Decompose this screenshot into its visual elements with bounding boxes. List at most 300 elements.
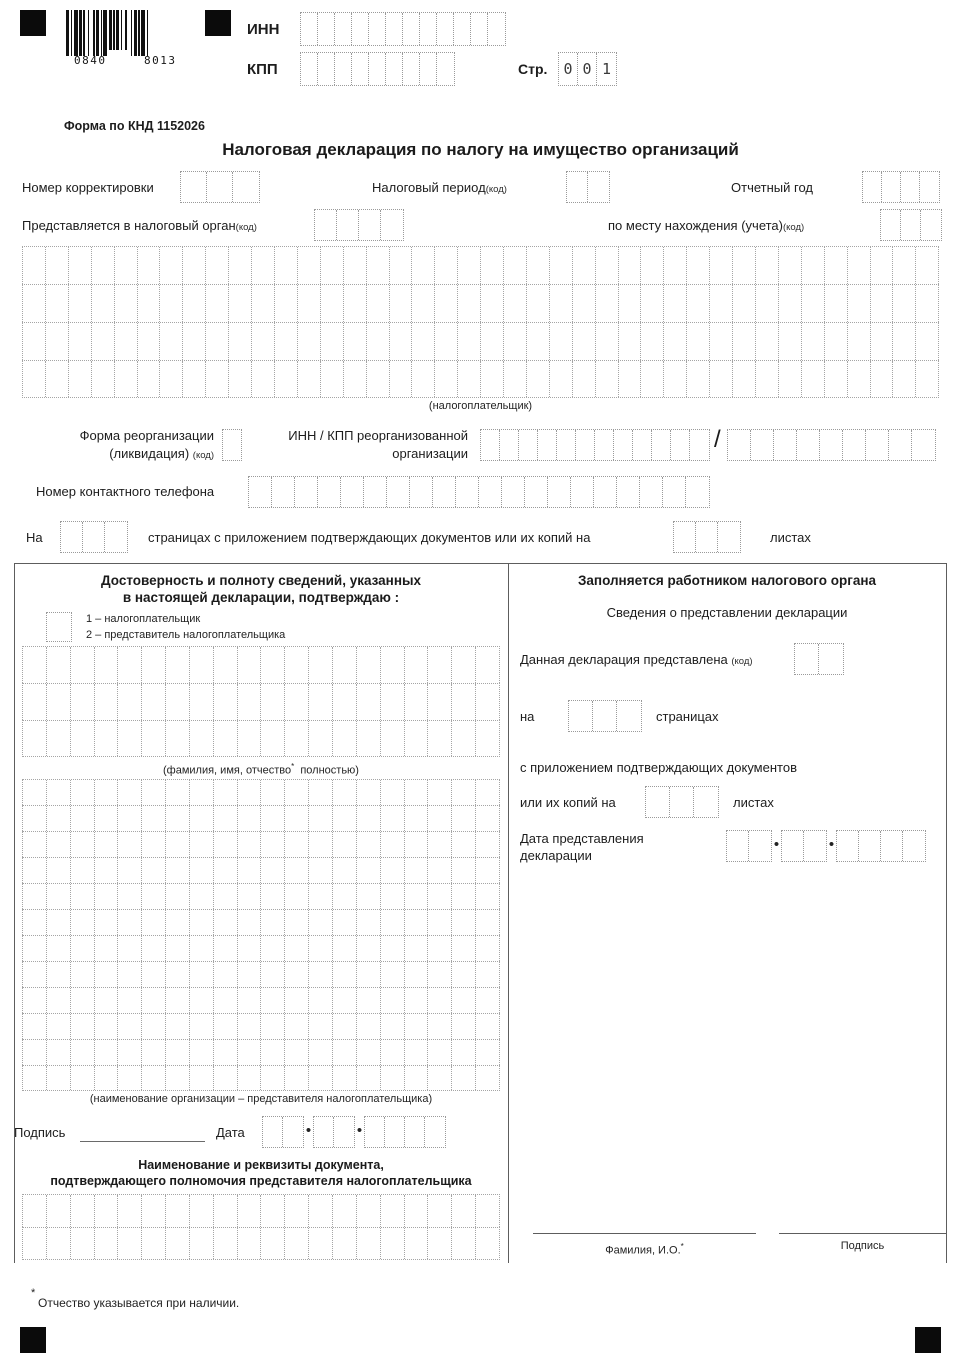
cell[interactable] — [118, 1040, 142, 1065]
cell[interactable] — [190, 1195, 214, 1227]
cell[interactable] — [318, 53, 335, 85]
cell[interactable] — [333, 684, 357, 720]
cell[interactable] — [687, 323, 710, 360]
cell[interactable] — [318, 477, 341, 507]
grid-row[interactable] — [22, 857, 500, 883]
cell[interactable] — [261, 962, 285, 987]
cell[interactable] — [309, 684, 333, 720]
cell[interactable] — [797, 430, 820, 460]
cell[interactable] — [160, 285, 183, 322]
cell[interactable] — [71, 780, 95, 805]
cell[interactable] — [381, 910, 405, 935]
cell[interactable] — [573, 247, 596, 284]
cell[interactable] — [238, 988, 262, 1013]
cell[interactable] — [95, 962, 119, 987]
cell[interactable] — [500, 430, 519, 460]
cell[interactable] — [118, 647, 142, 683]
cell[interactable] — [229, 247, 252, 284]
cell[interactable] — [916, 361, 938, 397]
cell[interactable] — [881, 831, 903, 861]
cell[interactable] — [405, 1228, 429, 1259]
cell[interactable] — [190, 910, 214, 935]
cell[interactable] — [641, 247, 664, 284]
cell[interactable] — [214, 1014, 238, 1039]
cell[interactable] — [476, 858, 499, 883]
cell[interactable] — [476, 1040, 499, 1065]
cell[interactable] — [333, 1014, 357, 1039]
cell[interactable] — [756, 361, 779, 397]
cell[interactable] — [405, 721, 429, 756]
grid-row[interactable] — [22, 322, 939, 360]
official-copies-input[interactable] — [645, 786, 719, 818]
cell[interactable] — [779, 285, 802, 322]
cell[interactable] — [166, 684, 190, 720]
cell[interactable] — [309, 647, 333, 683]
cell[interactable] — [285, 647, 309, 683]
cell[interactable] — [686, 477, 709, 507]
cell[interactable] — [357, 1014, 381, 1039]
cell[interactable] — [47, 988, 71, 1013]
cell[interactable] — [138, 247, 161, 284]
signature-line[interactable] — [80, 1141, 205, 1142]
cell[interactable] — [476, 1066, 499, 1090]
official-submitted-input[interactable] — [794, 643, 844, 675]
cell[interactable] — [452, 858, 476, 883]
cell[interactable] — [23, 721, 47, 756]
cell[interactable] — [118, 1195, 142, 1227]
cell[interactable] — [390, 361, 413, 397]
cell[interactable] — [893, 285, 916, 322]
cell[interactable] — [576, 430, 595, 460]
official-pages-input[interactable] — [568, 700, 642, 732]
cell[interactable] — [71, 1014, 95, 1039]
cell[interactable] — [452, 1228, 476, 1259]
cell[interactable] — [428, 884, 452, 909]
cell[interactable] — [238, 721, 262, 756]
cell[interactable] — [261, 1195, 285, 1227]
cell[interactable] — [481, 323, 504, 360]
cell[interactable] — [321, 323, 344, 360]
by-location-input[interactable] — [880, 209, 942, 241]
cell[interactable] — [142, 858, 166, 883]
cell[interactable] — [252, 323, 275, 360]
cell[interactable] — [412, 285, 435, 322]
cell[interactable] — [359, 210, 381, 240]
cell[interactable] — [428, 684, 452, 720]
cell[interactable] — [47, 1066, 71, 1090]
sheets-count-input[interactable] — [673, 521, 741, 553]
cell[interactable] — [733, 247, 756, 284]
cell[interactable] — [71, 962, 95, 987]
cell[interactable] — [527, 247, 550, 284]
cell[interactable] — [95, 780, 119, 805]
cell[interactable] — [223, 430, 241, 460]
cell[interactable] — [214, 806, 238, 831]
cell[interactable] — [318, 13, 335, 45]
cell[interactable] — [298, 247, 321, 284]
cell[interactable] — [71, 858, 95, 883]
cell[interactable] — [47, 1228, 71, 1259]
cell[interactable] — [866, 430, 889, 460]
cell[interactable] — [476, 936, 499, 961]
cell[interactable] — [476, 884, 499, 909]
cell[interactable] — [476, 962, 499, 987]
cell[interactable] — [166, 780, 190, 805]
cell[interactable] — [142, 1228, 166, 1259]
grid-row[interactable] — [22, 246, 939, 284]
cell[interactable] — [381, 1066, 405, 1090]
cell[interactable] — [309, 806, 333, 831]
cell[interactable] — [335, 53, 352, 85]
cell[interactable] — [142, 721, 166, 756]
cell[interactable] — [437, 53, 454, 85]
cell[interactable] — [333, 988, 357, 1013]
cell[interactable] — [46, 361, 69, 397]
cell[interactable] — [47, 962, 71, 987]
cell[interactable] — [333, 806, 357, 831]
cell[interactable] — [23, 285, 46, 322]
cell[interactable] — [47, 780, 71, 805]
cell[interactable] — [261, 936, 285, 961]
cell[interactable] — [285, 806, 309, 831]
cell[interactable] — [403, 53, 420, 85]
cell[interactable] — [47, 647, 71, 683]
cell[interactable] — [435, 361, 458, 397]
grid-row[interactable] — [22, 935, 500, 961]
cell[interactable] — [381, 647, 405, 683]
cell[interactable] — [47, 684, 71, 720]
cell[interactable] — [452, 1195, 476, 1227]
cell[interactable] — [871, 247, 894, 284]
cell[interactable] — [428, 858, 452, 883]
cell[interactable] — [23, 1228, 47, 1259]
cell[interactable] — [881, 210, 901, 240]
cell[interactable] — [61, 522, 83, 552]
cell[interactable] — [663, 477, 686, 507]
cell[interactable] — [233, 172, 259, 202]
cell[interactable] — [843, 430, 866, 460]
cell[interactable] — [166, 1014, 190, 1039]
cell[interactable] — [390, 247, 413, 284]
cell[interactable] — [428, 806, 452, 831]
cell[interactable] — [47, 1195, 71, 1227]
cell[interactable] — [420, 13, 437, 45]
cell[interactable] — [596, 323, 619, 360]
cell[interactable] — [452, 832, 476, 857]
cell[interactable] — [476, 721, 499, 756]
cell[interactable] — [206, 247, 229, 284]
cell[interactable] — [23, 361, 46, 397]
cell[interactable] — [47, 832, 71, 857]
cell[interactable] — [95, 858, 119, 883]
cell[interactable] — [142, 936, 166, 961]
cell[interactable] — [525, 477, 548, 507]
cell[interactable] — [381, 832, 405, 857]
cell[interactable] — [238, 962, 262, 987]
cell[interactable] — [452, 806, 476, 831]
cell[interactable] — [428, 721, 452, 756]
cell[interactable] — [261, 806, 285, 831]
cell[interactable] — [71, 988, 95, 1013]
cell[interactable] — [357, 721, 381, 756]
cell[interactable] — [381, 884, 405, 909]
cell[interactable] — [405, 988, 429, 1013]
cell[interactable] — [285, 832, 309, 857]
cell[interactable] — [261, 832, 285, 857]
cell[interactable] — [142, 806, 166, 831]
cell[interactable] — [309, 858, 333, 883]
cell[interactable] — [428, 910, 452, 935]
cell[interactable] — [476, 684, 499, 720]
cell[interactable] — [357, 884, 381, 909]
cell[interactable] — [405, 647, 429, 683]
cell[interactable] — [309, 1014, 333, 1039]
cell[interactable] — [190, 832, 214, 857]
cell[interactable] — [285, 936, 309, 961]
cell[interactable] — [428, 1228, 452, 1259]
cell[interactable] — [837, 831, 859, 861]
cell[interactable] — [674, 522, 696, 552]
cell[interactable] — [367, 285, 390, 322]
fio-grid[interactable] — [22, 646, 500, 757]
cell[interactable] — [751, 430, 774, 460]
cell[interactable] — [405, 1117, 425, 1147]
cell[interactable] — [238, 780, 262, 805]
auth-doc-grid[interactable] — [22, 1194, 500, 1260]
cell[interactable] — [381, 806, 405, 831]
cell[interactable] — [285, 721, 309, 756]
cell[interactable] — [381, 721, 405, 756]
cell[interactable] — [381, 988, 405, 1013]
cell[interactable] — [252, 285, 275, 322]
cell[interactable] — [261, 1228, 285, 1259]
cell[interactable] — [190, 647, 214, 683]
cell[interactable] — [166, 806, 190, 831]
cell[interactable] — [476, 647, 499, 683]
cell[interactable] — [381, 858, 405, 883]
cell[interactable] — [298, 361, 321, 397]
cell[interactable] — [95, 910, 119, 935]
cell[interactable] — [46, 323, 69, 360]
cell[interactable] — [166, 1040, 190, 1065]
cell[interactable] — [238, 910, 262, 935]
cell[interactable] — [285, 962, 309, 987]
cell[interactable] — [386, 53, 403, 85]
grid-row[interactable] — [22, 1039, 500, 1065]
cell[interactable] — [229, 285, 252, 322]
cell[interactable] — [452, 988, 476, 1013]
official-name-line[interactable] — [533, 1233, 756, 1234]
cell[interactable] — [138, 285, 161, 322]
cell[interactable] — [214, 647, 238, 683]
cell[interactable] — [357, 806, 381, 831]
cell[interactable] — [275, 285, 298, 322]
cell[interactable] — [779, 323, 802, 360]
cell[interactable] — [710, 361, 733, 397]
cell[interactable] — [733, 323, 756, 360]
cell[interactable] — [481, 285, 504, 322]
cell[interactable] — [458, 323, 481, 360]
cell[interactable] — [428, 1040, 452, 1065]
cell[interactable] — [285, 988, 309, 1013]
cell[interactable] — [92, 361, 115, 397]
cell[interactable] — [476, 1228, 499, 1259]
cell[interactable] — [47, 806, 71, 831]
signer-type-input[interactable] — [46, 612, 72, 642]
cell[interactable] — [452, 1014, 476, 1039]
cell[interactable] — [357, 910, 381, 935]
grid-row[interactable] — [22, 646, 500, 683]
cell[interactable] — [381, 1228, 405, 1259]
cell[interactable] — [435, 285, 458, 322]
cell[interactable] — [733, 361, 756, 397]
cell[interactable] — [118, 910, 142, 935]
cell[interactable] — [118, 1228, 142, 1259]
cell[interactable] — [285, 684, 309, 720]
cell[interactable] — [405, 1014, 429, 1039]
cell[interactable] — [166, 832, 190, 857]
pages-count-input[interactable] — [60, 521, 128, 553]
cell[interactable] — [527, 323, 550, 360]
cell[interactable] — [261, 884, 285, 909]
cell[interactable] — [344, 323, 367, 360]
cell[interactable] — [285, 1014, 309, 1039]
inn-input[interactable] — [300, 12, 506, 46]
cell[interactable] — [428, 1014, 452, 1039]
cell[interactable] — [71, 910, 95, 935]
cell[interactable] — [819, 644, 843, 674]
cell[interactable] — [214, 1040, 238, 1065]
cell[interactable] — [315, 210, 337, 240]
cell[interactable] — [47, 884, 71, 909]
cell[interactable] — [261, 721, 285, 756]
cell[interactable] — [238, 1195, 262, 1227]
cell[interactable] — [381, 936, 405, 961]
cell[interactable] — [142, 647, 166, 683]
cell[interactable] — [285, 1040, 309, 1065]
cell[interactable]: 0 — [578, 53, 597, 85]
cell[interactable] — [309, 1228, 333, 1259]
cell[interactable] — [916, 285, 938, 322]
cell[interactable] — [749, 831, 771, 861]
cell[interactable] — [214, 1195, 238, 1227]
cell[interactable] — [825, 323, 848, 360]
grid-row[interactable] — [22, 1227, 500, 1260]
cell[interactable] — [641, 323, 664, 360]
cell[interactable] — [527, 361, 550, 397]
cell[interactable] — [190, 684, 214, 720]
cell[interactable] — [69, 361, 92, 397]
cell[interactable] — [652, 430, 671, 460]
cell[interactable] — [774, 430, 797, 460]
cell[interactable] — [344, 361, 367, 397]
grid-row[interactable] — [22, 720, 500, 757]
cell[interactable] — [481, 361, 504, 397]
cell[interactable] — [115, 361, 138, 397]
cell[interactable] — [405, 858, 429, 883]
taxpayer-name-grid[interactable] — [22, 246, 939, 398]
cell[interactable] — [249, 477, 272, 507]
cell[interactable] — [309, 721, 333, 756]
cell[interactable] — [527, 285, 550, 322]
cell[interactable] — [664, 247, 687, 284]
cell[interactable] — [428, 780, 452, 805]
cell[interactable] — [916, 323, 938, 360]
cell[interactable] — [664, 323, 687, 360]
cell[interactable] — [901, 172, 920, 202]
cell[interactable] — [452, 721, 476, 756]
cell[interactable] — [476, 910, 499, 935]
cell[interactable] — [23, 962, 47, 987]
cell[interactable] — [166, 988, 190, 1013]
cell[interactable] — [412, 323, 435, 360]
cell[interactable] — [352, 13, 369, 45]
cell[interactable] — [214, 962, 238, 987]
cell[interactable] — [47, 721, 71, 756]
cell[interactable] — [321, 247, 344, 284]
cell[interactable] — [848, 323, 871, 360]
cell[interactable] — [214, 1066, 238, 1090]
cell[interactable] — [47, 613, 71, 641]
cell[interactable] — [309, 884, 333, 909]
cell[interactable] — [23, 647, 47, 683]
cell[interactable] — [733, 285, 756, 322]
cell[interactable] — [357, 832, 381, 857]
cell[interactable] — [23, 884, 47, 909]
cell[interactable] — [428, 988, 452, 1013]
cell[interactable] — [357, 1040, 381, 1065]
cell[interactable] — [893, 323, 916, 360]
cell[interactable] — [263, 1117, 283, 1147]
cell[interactable] — [428, 962, 452, 987]
cell[interactable] — [238, 884, 262, 909]
cell[interactable] — [214, 858, 238, 883]
cell[interactable] — [309, 988, 333, 1013]
cell[interactable] — [920, 172, 939, 202]
cell[interactable] — [804, 831, 826, 861]
cell[interactable] — [166, 647, 190, 683]
cell[interactable] — [538, 430, 557, 460]
cell[interactable] — [23, 1195, 47, 1227]
cell[interactable] — [710, 285, 733, 322]
cell[interactable] — [848, 361, 871, 397]
phone-input[interactable] — [248, 476, 710, 508]
cell[interactable] — [420, 53, 437, 85]
cell[interactable] — [381, 1195, 405, 1227]
cell[interactable] — [569, 701, 593, 731]
cell[interactable] — [95, 1066, 119, 1090]
cell[interactable] — [214, 988, 238, 1013]
cell[interactable] — [357, 1195, 381, 1227]
cell[interactable] — [593, 701, 617, 731]
cell[interactable] — [405, 832, 429, 857]
cell[interactable] — [369, 53, 386, 85]
cell[interactable] — [916, 247, 938, 284]
cell[interactable] — [214, 684, 238, 720]
cell[interactable] — [633, 430, 652, 460]
cell[interactable] — [710, 323, 733, 360]
cell[interactable] — [357, 858, 381, 883]
cell[interactable] — [756, 285, 779, 322]
cell[interactable] — [802, 285, 825, 322]
cell[interactable] — [95, 936, 119, 961]
cell[interactable] — [428, 936, 452, 961]
cell[interactable] — [71, 884, 95, 909]
cell[interactable] — [115, 323, 138, 360]
cell[interactable] — [369, 13, 386, 45]
cell[interactable] — [476, 780, 499, 805]
cell[interactable] — [23, 684, 47, 720]
